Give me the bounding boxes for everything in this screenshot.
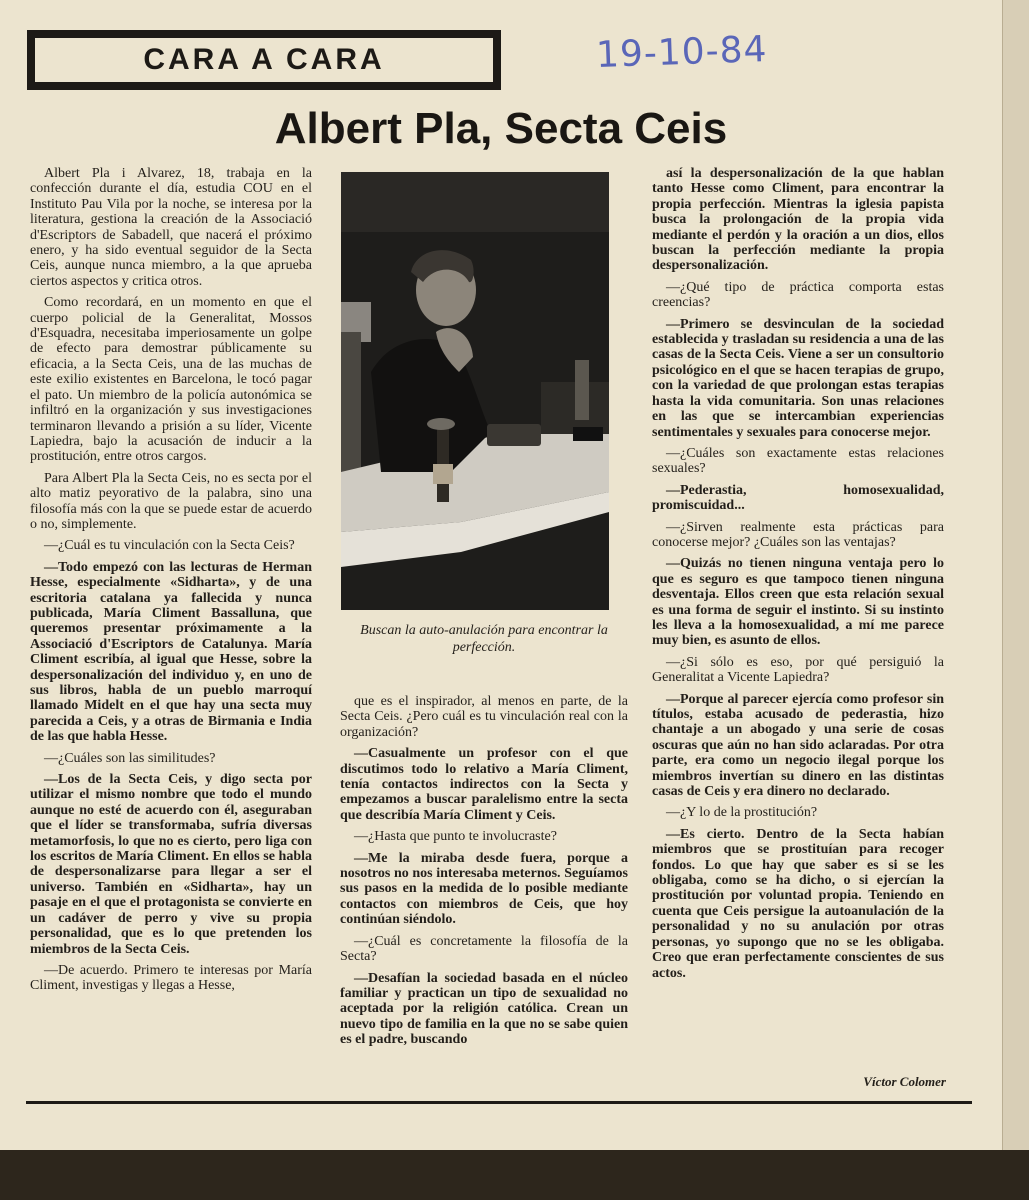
section-banner bbox=[27, 30, 501, 90]
answer: —Me la miraba desde fuera, porque a nosotros no nos interesaba meternos. Seguíamos sus pasos en la medida de lo posible mediante contactos con miembros de Ceis, que hoy continúan siéndolo. bbox=[340, 850, 628, 928]
article-column-3 bbox=[652, 166, 944, 987]
question: —¿Hasta que punto te involucraste? bbox=[354, 829, 557, 845]
paragraph: Como recordará, en un momento en que el cuerpo policial de la Generalitat, Mossos d'Esquadra, necesitaba imperiosamente un golpe de efecto para demostrar públicamente su eficacia, a la Secta Ceis, una de las muchas de este exilio existentes en Barcelona, le tocó pagar el pato. Un miembro de la policía autonómica se infiltró en la organización y sus investigaciones terminaron llevando a prisión a su líder, Vicente Lapiedra, bajo la acusación de inducir a la prostitución, entre otros cargos. bbox=[30, 295, 312, 465]
paragraph: Albert Pla i Alvarez, 18, trabaja en la confección durante el día, estudia COU en el Instituto Pau Vila por la noche, se interesa por la literatura, gestiona la creación de la Associació d'Escriptors de Sabadell, que nacerá el próximo enero, y ha sido eventual seguidor de la Secta Ceis, aunque nunca miembro, a la que aprueba ciertos aspectos y critica otros. bbox=[30, 166, 312, 289]
question: —¿Cuál es concretamente la filosofía de la Secta? bbox=[340, 933, 628, 965]
question: —¿Cuáles son exactamente estas relaciones sexuales? bbox=[652, 445, 944, 477]
author-byline: Víctor Colomer bbox=[863, 1074, 946, 1089]
answer: —Primero se desvinculan de la sociedad establecida y trasladan su residencia a una de las casas de la Secta Ceis. Viene a ser un consultorio psicológico en el que se hacen terapias de grupo, con la variedad de que prolongan estas terapias hasta la vida comunitaria. Son unas relaciones en las que se intercambian experiencias sentimentales y sexuales para conocerse mejor. bbox=[652, 316, 944, 440]
article-column-2 bbox=[340, 694, 628, 1054]
question: —¿Si sólo es eso, por qué persiguió la Generalitat a Vicente Lapiedra? bbox=[652, 654, 944, 686]
answer: —Todo empezó con las lecturas de Herman Hesse, especialmente «Sidharta», y de una escritoria catalana ya fallecida y nunca publicada, María Climent Bassalluna, que queremos presentar próximamente a la Associació d'Escriptors de Catalunya. María Climent escribía, al igual que Hesse, sobre la despersonalización del individuo y, en uno de sus libros, habla de un pueblo marroquí llamado Midelt en el que hay una secta muy parecida a Ceis, y a otras de Birmania e India de las que habla Hesse. bbox=[30, 559, 312, 745]
background-surface bbox=[0, 1150, 1029, 1200]
question: que es el inspirador, al menos en parte, de la Secta Ceis. ¿Pero cuál es tu vinculación real con la organización? bbox=[340, 694, 628, 740]
answer: —Pederastia, homosexualidad, promiscuidad... bbox=[652, 482, 944, 514]
adjacent-page-edge bbox=[1002, 0, 1029, 1150]
question: —¿Cuáles son las similitudes? bbox=[44, 750, 216, 766]
answer: —Es cierto. Dentro de la Secta habían miembros que se prostituían para recoger fondos. Lo que hay que saber es si se les obligaba, como se ha dicho, o si ejercían la prostitución por voluntad propia. Teniendo en cuenta que Ceis persigue la autoanulación de la personalidad y no su anulación por otras personas, yo supongo que no se les obligaba. Creo que eran perfectamente conscientes de sus actos. bbox=[652, 826, 944, 981]
photo-caption: Buscan la auto-anulación para encontrar la perfección. bbox=[360, 623, 608, 655]
answer: —Porque al parecer ejercía como profesor sin títulos, estaba acusado de pederastia, hizo chantaje a un abogado y una serie de cosas oscuras que aún no han sido aclaradas. Por otra parte, era como un negocio ilegal porque los miembros invertían su dinero en las distintas casas de Ceis y era dinero no declarado. bbox=[652, 691, 944, 800]
answer: —Casualmente un profesor con el que discutimos todo lo relativo a María Climent, tenía contactos indirectos con la Secta y empezamos a buscar paralelismo entre la secta que describía María Climent y Ceis. bbox=[340, 746, 628, 823]
answer: así la despersonalización de la que hablan tanto Hesse como Climent, para encontrar la propia perfección. Mientras la iglesia papista busca la prolongación de la propia vida mediante el perdón y la oración a un dios, ellos buscan la perfección mediante la propia despersonalización. bbox=[652, 166, 944, 274]
question: —¿Qué tipo de práctica comporta estas creencias? bbox=[652, 279, 944, 311]
question: —De acuerdo. Primero te interesas por María Climent, investigas y llegas a Hesse, bbox=[30, 962, 312, 994]
article-photo bbox=[341, 172, 609, 610]
headline: Albert Pla, Secta Ceis bbox=[274, 104, 728, 153]
paragraph: Para Albert Pla la Secta Ceis, no es secta por el alto matiz peyorativo de la palabra, sino una filosofía más con la que se puede estar de acuerdo o no, simplemente. bbox=[30, 470, 312, 532]
bottom-rule bbox=[26, 1101, 972, 1104]
answer: —Quizás no tienen ninguna ventaja pero lo que es seguro es que tampoco tienen ninguna desventaja. Ellos creen que esta relación sexual es una forma de seguir el instinto. Si su instinto les lleva a la homosexualidad, a mí me parece muy bien, es asunto de ellos. bbox=[652, 556, 944, 649]
handwritten-date: 19-10-84 bbox=[595, 29, 769, 76]
article-column-1 bbox=[30, 166, 312, 1000]
question: —¿Sirven realmente esta prácticas para conocerse mejor? ¿Cuáles son las ventajas? bbox=[652, 519, 944, 550]
question: —¿Y lo de la prostitución? bbox=[666, 805, 818, 821]
section-label: CARA A CARA bbox=[143, 43, 385, 76]
answer: —Los de la Secta Ceis, y digo secta por utilizar el mismo nombre que todo el mundo aunque no esté de acuerdo con él, aseguraban que el líder se transformaba, sufría diversas metamorfosis, lo que no es cierto, pero liga con los escritos de María Climent. En ellos se habla de despersonalizarse para llegar a ser el universo. También en «Sidharta», hay un pasaje en el que el protagonista se convierte en un cadáver de perro y vive su propia personalidad, que es lo que pretenden los miembros de la Secta Ceis. bbox=[30, 772, 312, 957]
answer: —Desafían la sociedad basada en el núcleo familiar y practican un tipo de sexualidad no aceptada por la religión católica. Crean un nuevo tipo de familia en la que no se sabe quien es el padre, buscando bbox=[340, 970, 628, 1048]
photo-image bbox=[341, 172, 609, 610]
question: —¿Cuál es tu vinculación con la Secta Ceis? bbox=[44, 538, 295, 554]
